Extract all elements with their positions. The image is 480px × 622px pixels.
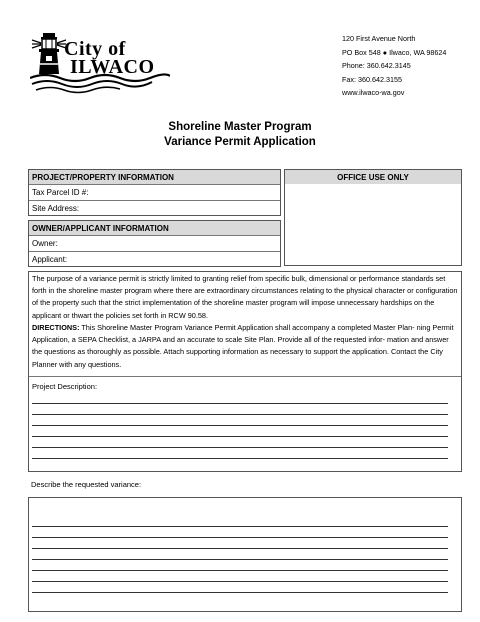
tax-parcel-field[interactable]	[29, 184, 280, 200]
project-description-line-4[interactable]	[32, 436, 448, 437]
project-property-heading: PROJECT/PROPERTY INFORMATION	[29, 170, 280, 184]
project-description-line-3[interactable]	[32, 425, 448, 426]
address-po-box: PO Box 548 ● Ilwaco, WA 98624	[342, 47, 447, 57]
address-fax: Fax: 360.642.3155	[342, 74, 402, 84]
variance-line-1[interactable]	[32, 526, 448, 527]
purpose-paragraph: The purpose of a variance permit is strictly limited to granting relief from specific bulk, dimensional or performance standards set forth in the shoreline master program where there are extraordinary circumstances relating to the physical character or configuration of the property such that the strict implementation of the shoreline master program will impose unnecessary hardships on the applicant or thwart the policies set forth in RCW 90.58.	[32, 274, 458, 320]
project-description-section	[28, 271, 462, 472]
directions-paragraph	[32, 322, 458, 371]
project-description-line-1[interactable]	[32, 403, 448, 404]
variance-line-7[interactable]	[32, 592, 448, 593]
site-address-label: Site Address:	[32, 203, 80, 213]
variance-line-4[interactable]	[32, 559, 448, 560]
address-block	[342, 32, 446, 100]
logo-text-city-of: City of	[64, 38, 126, 60]
section-divider	[29, 376, 461, 377]
owner-label: Owner:	[32, 239, 58, 248]
form-title: Shoreline Master Program	[168, 121, 312, 133]
logo-text-ilwaco: ILWACO	[70, 56, 155, 78]
project-property-section	[28, 169, 281, 216]
project-description-line-5[interactable]	[32, 447, 448, 448]
owner-field[interactable]	[29, 235, 280, 251]
applicant-label: Applicant:	[32, 254, 68, 264]
form-subtitle: Variance Permit Application	[164, 136, 316, 148]
address-phone: Phone: 360.642.3145	[342, 61, 411, 71]
owner-applicant-section	[28, 220, 281, 267]
city-logo	[30, 28, 170, 100]
site-address-field[interactable]	[29, 200, 280, 215]
address-website[interactable]: www.ilwaco-wa.gov	[342, 88, 405, 98]
owner-applicant-heading: OWNER/APPLICANT INFORMATION	[29, 221, 280, 235]
office-use-heading: OFFICE USE ONLY	[285, 170, 461, 184]
variance-line-2[interactable]	[32, 537, 448, 538]
variance-line-5[interactable]	[32, 570, 448, 571]
project-description-line-6[interactable]	[32, 458, 448, 459]
project-description-line-2[interactable]	[32, 414, 448, 415]
variance-label: Describe the requested variance:	[31, 480, 142, 489]
variance-line-3[interactable]	[32, 548, 448, 549]
office-use-section	[284, 169, 462, 266]
directions-label: DIRECTIONS:	[32, 323, 80, 332]
tax-parcel-label: Tax Parcel ID #:	[32, 188, 89, 197]
address-street: 120 First Avenue North	[342, 34, 416, 43]
variance-line-6[interactable]	[32, 581, 448, 582]
project-description-label: Project Description:	[32, 382, 98, 391]
directions-text: This Shoreline Master Program Variance Permit Application shall accompany a completed Master Plan- ning Permit Application, a SEPA Checklist, a JARPA and an accurate to scale Site Plan. Provide all of the requested infor- mation and answer the questions as thoroughly as possible. Attach supporting information as necessary to support the application. Contact the City Planner with any questions.	[32, 323, 454, 369]
variance-section	[28, 497, 462, 612]
applicant-field[interactable]	[29, 251, 280, 266]
